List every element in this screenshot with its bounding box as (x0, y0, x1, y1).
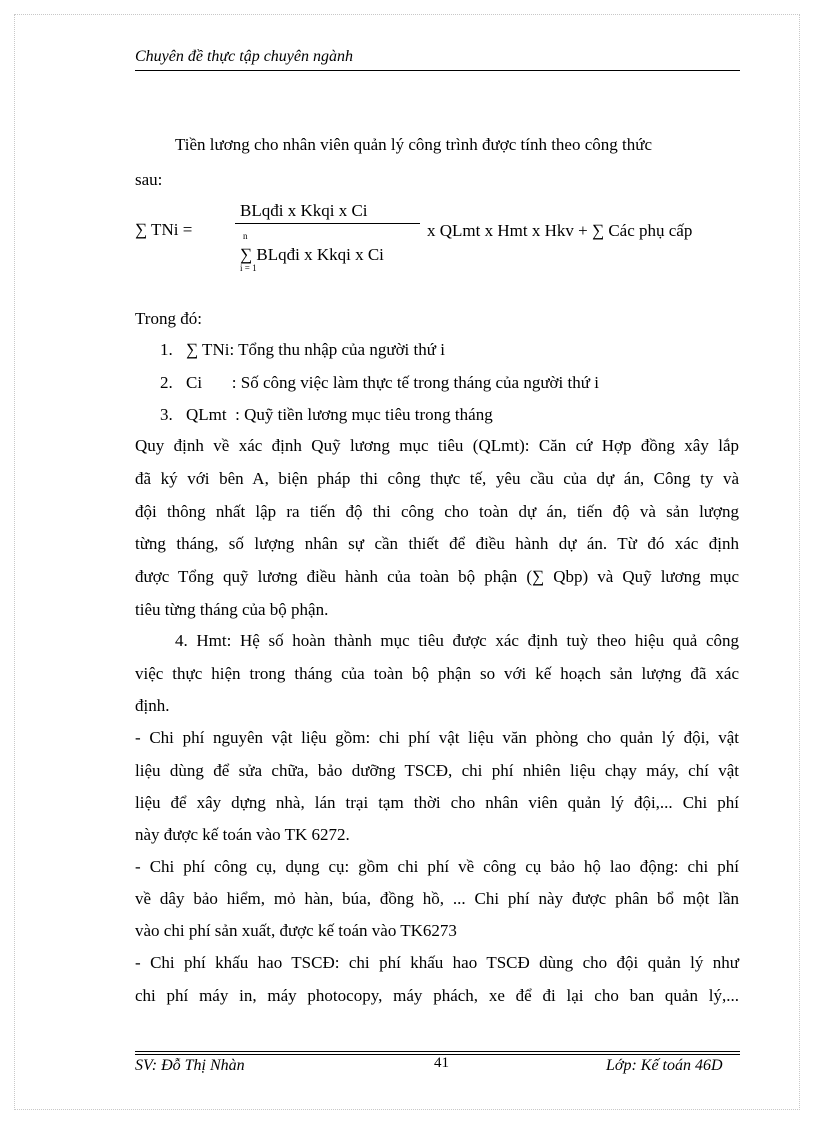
para-hmt-line: định. (135, 696, 170, 715)
formula-rest: x QLmt x Hmt x Hkv + ∑ Các phụ cấp (427, 221, 693, 240)
footer-student: SV: Đỗ Thị Nhàn (135, 1057, 245, 1074)
list-item-text: QLmt : Quỹ tiền lương mục tiêu trong tháng (186, 405, 493, 424)
footer-class: Lớp: Kế toán 46D (606, 1057, 723, 1074)
para-qlmt-line: được Tổng quỹ lương điều hành của toàn bộ phận (∑ Qbp) và Quỹ lương mục (135, 567, 739, 586)
para-nvl-line: liệu dùng để sửa chữa, bảo dưỡng TSCĐ, chi phí nhiên liệu chạy máy, chí vật (135, 761, 739, 780)
para-nvl-line: liệu để xây dựng nhà, lán trại tạm thời cho nhân viên quản lý đội,... Chi phí (135, 793, 739, 812)
header-rule (135, 70, 740, 71)
para-qlmt-line: Quy định về xác định Quỹ lương mục tiêu (QLmt): Căn cứ Hợp đồng xây lắp (135, 436, 739, 455)
list-item-number: 3. (160, 405, 173, 424)
footer-rule (135, 1051, 740, 1052)
list-item-text: ∑ TNi: Tổng thu nhập của người thứ i (186, 340, 445, 359)
para-khtscd-line: - Chi phí khấu hao TSCĐ: chi phí khấu hao TSCĐ dùng cho đội quản lý như (135, 953, 739, 972)
formula-fraction-line (235, 223, 420, 224)
para-ccdc-line: về dây bảo hiểm, mỏ hàn, búa, đồng hồ, ... Chi phí này được phân bổ một lần (135, 889, 739, 908)
page-border (14, 14, 800, 1110)
para-qlmt-line: đội thông nhất lập ra tiến độ thi công cho toàn dự án, tiến độ và sản lượng (135, 502, 739, 521)
para-ccdc-line: vào chi phí sản xuất, được kế toán vào TK6273 (135, 921, 457, 940)
formula-numerator: BLqđi x Kkqi x Ci (240, 201, 368, 220)
formula-sum-lower: i = 1 (240, 263, 257, 273)
list-item-number: 1. (160, 340, 173, 359)
list-item-text: Ci : Số công việc làm thực tế trong tháng của người thứ i (186, 373, 599, 392)
para-hmt-line: 4. Hmt: Hệ số hoàn thành mục tiêu được xác định tuỳ theo hiệu quả công (175, 631, 739, 650)
page-number: 41 (434, 1055, 449, 1071)
para-nvl-line: - Chi phí nguyên vật liệu gồm: chi phí vật liệu văn phòng cho quản lý đội, vật (135, 728, 739, 747)
para-ccdc-line: - Chi phí công cụ, dụng cụ: gồm chi phí về công cụ bảo hộ lao động: chi phí (135, 857, 739, 876)
intro-line-2: sau: (135, 170, 163, 189)
para-qlmt-line: tiêu từng tháng của bộ phận. (135, 600, 329, 619)
para-nvl-line: này được kế toán vào TK 6272. (135, 825, 350, 844)
formula-denominator: ∑ BLqđi x Kkqi x Ci (240, 245, 384, 264)
formula-sum-upper: n (243, 231, 248, 241)
para-qlmt-line: đã ký với bên A, biện pháp thi công thực tế, yêu cầu của dự án, Công ty và (135, 469, 739, 488)
para-hmt-line: việc thực hiện trong tháng của toàn bộ phận so với kế hoạch sản lượng đã xác (135, 664, 739, 683)
where-label: Trong đó: (135, 309, 202, 328)
formula-lhs: ∑ TNi = (135, 220, 193, 239)
para-khtscd-line: chi phí máy in, máy photocopy, máy phách, xe để đi lại cho ban quản lý,... (135, 986, 739, 1005)
para-qlmt-line: từng tháng, số lượng nhân sự cần thiết để điều hành dự án. Từ đó xác định (135, 534, 739, 553)
intro-line-1: Tiền lương cho nhân viên quản lý công trình được tính theo công thức (175, 135, 653, 154)
list-item-number: 2. (160, 373, 173, 392)
page-header-title: Chuyên đề thực tập chuyên ngành (135, 48, 353, 65)
